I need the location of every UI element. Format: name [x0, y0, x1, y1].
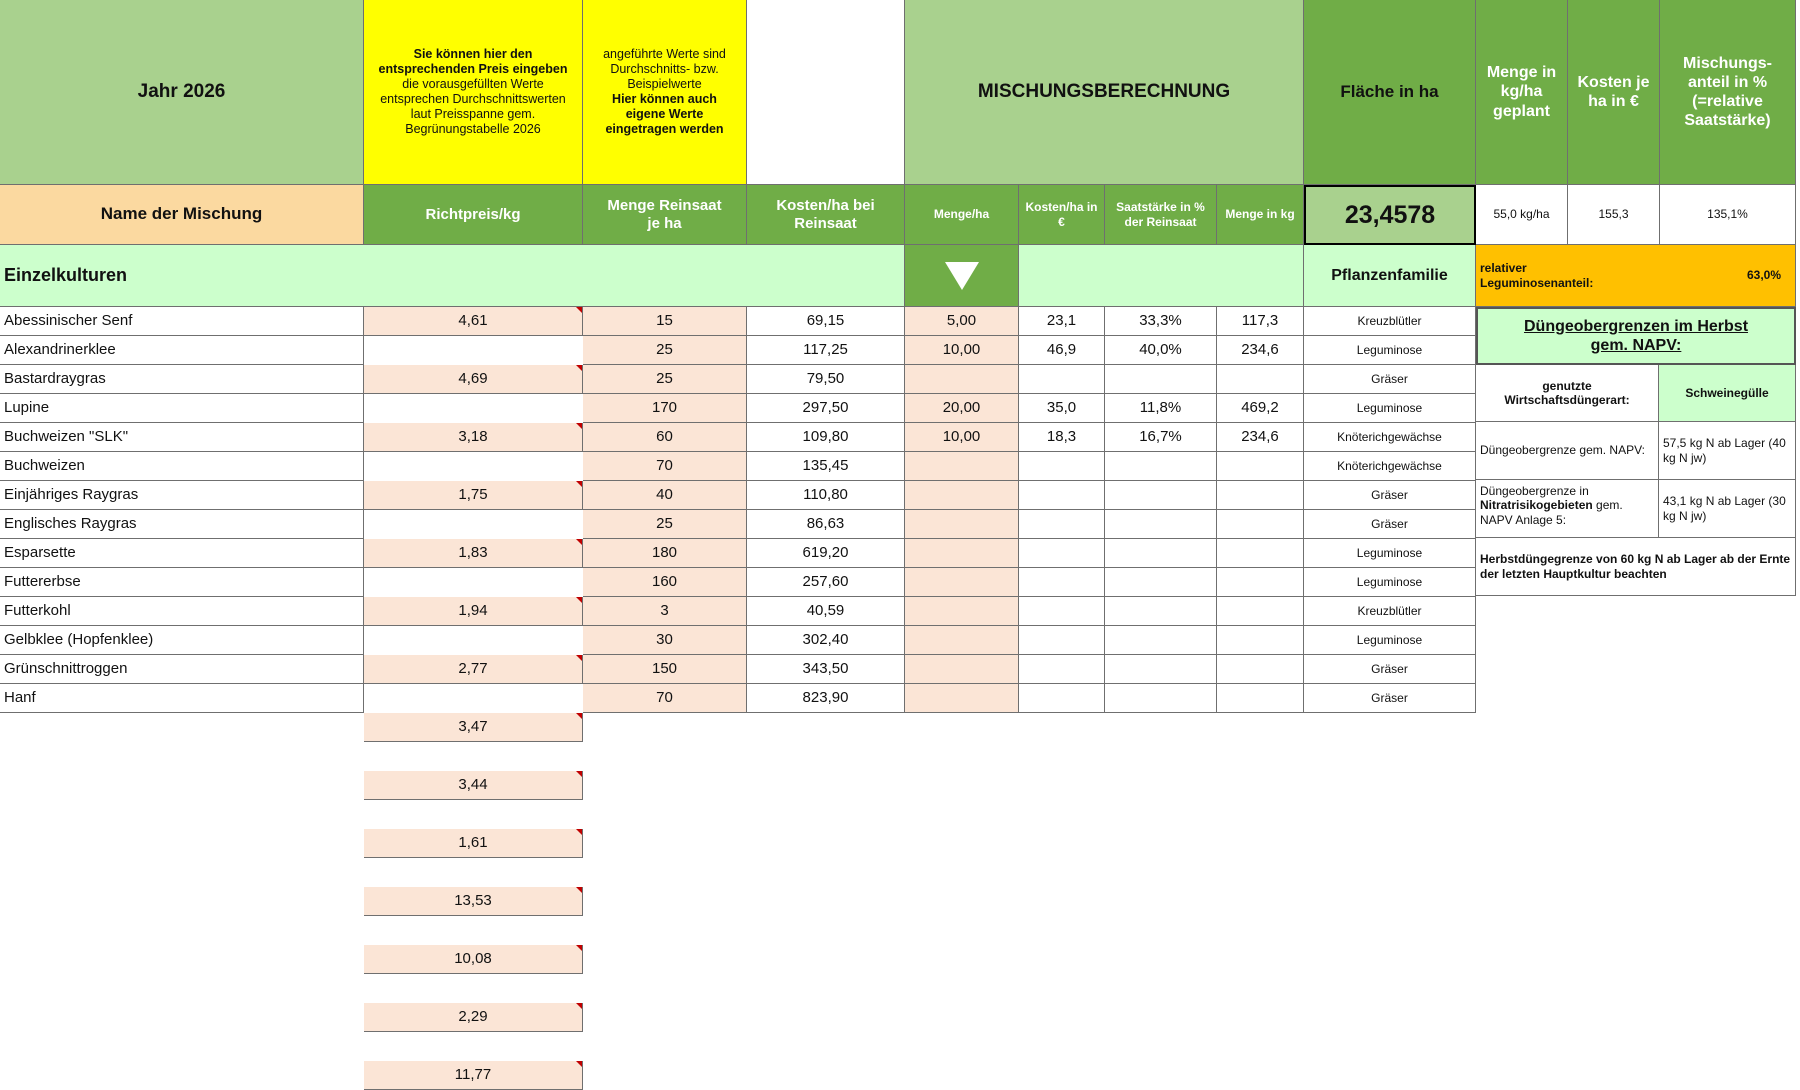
- cell-kg[interactable]: [1217, 684, 1304, 713]
- cell-family[interactable]: Leguminose: [1304, 568, 1476, 597]
- plant-family-heading[interactable]: Pflanzenfamilie: [1304, 245, 1476, 307]
- cell-name[interactable]: Futtererbse: [0, 568, 364, 597]
- cell-family[interactable]: Leguminose: [1304, 539, 1476, 568]
- cell-price[interactable]: 1,75: [364, 481, 583, 510]
- cell-menge[interactable]: [905, 655, 1019, 684]
- arrow-down-icon: [945, 262, 979, 290]
- cell-rate[interactable]: [1105, 597, 1217, 626]
- cell-name[interactable]: Futterkohl: [0, 597, 364, 626]
- fertilizer-title: Düngeobergrenzen im Herbst gem. NAPV:: [1476, 307, 1796, 365]
- cell-price[interactable]: 1,83: [364, 539, 583, 568]
- amount-kg-header[interactable]: Menge in kg: [1217, 185, 1304, 245]
- cell-rate[interactable]: [1105, 655, 1217, 684]
- amount-note-line: eingetragen werden: [605, 122, 724, 136]
- cell-cost-ha[interactable]: [1019, 568, 1105, 597]
- cell-family[interactable]: Gräser: [1304, 365, 1476, 394]
- cell-kg[interactable]: 469,2: [1217, 394, 1304, 423]
- cell-rate[interactable]: 11,8%: [1105, 394, 1217, 423]
- cell-rate[interactable]: [1105, 510, 1217, 539]
- cell-cost-ha[interactable]: [1019, 626, 1105, 655]
- cell-menge[interactable]: 10,00: [905, 336, 1019, 365]
- cell-amount[interactable]: 150: [583, 655, 747, 684]
- cell-cost-ha[interactable]: [1019, 510, 1105, 539]
- limit2-value: 43,1 kg N ab Lager (30 kg N jw): [1659, 480, 1796, 538]
- cell-cost-ha[interactable]: [1019, 539, 1105, 568]
- cell-menge[interactable]: [905, 539, 1019, 568]
- cell-cost[interactable]: 109,80: [747, 423, 905, 452]
- cell-amount[interactable]: 25: [583, 510, 747, 539]
- limit2-label: [1476, 480, 1659, 538]
- cell-rate[interactable]: [1105, 481, 1217, 510]
- legume-share-value: 63,0%: [1746, 268, 1781, 283]
- price-note-line: entsprechenden Preis eingeben: [378, 62, 568, 76]
- cell-cost[interactable]: 302,40: [747, 626, 905, 655]
- cost-ha-header[interactable]: Kosten/ha in €: [1019, 185, 1105, 245]
- cell-amount[interactable]: 60: [583, 423, 747, 452]
- limit2-suffix: gem. NAPV Anlage 5:: [1480, 498, 1623, 527]
- cell-cost[interactable]: 69,15: [747, 307, 905, 336]
- limit2-prefix: Düngeobergrenze in: [1480, 484, 1589, 498]
- cell-price[interactable]: 4,61: [364, 307, 583, 336]
- cell-price[interactable]: 1,61: [364, 829, 583, 858]
- cell-name[interactable]: Abessinischer Senf: [0, 307, 364, 336]
- section-empty-cell[interactable]: [1019, 245, 1304, 307]
- limit1-value: 57,5 kg N ab Lager (40 kg N jw): [1659, 422, 1796, 480]
- cell-rate[interactable]: 33,3%: [1105, 307, 1217, 336]
- cell-family[interactable]: Leguminose: [1304, 336, 1476, 365]
- planned-amount-value[interactable]: 55,0 kg/ha: [1476, 185, 1568, 245]
- cell-cost-ha[interactable]: [1019, 365, 1105, 394]
- mix-share-header[interactable]: Mischungs-anteil in % (=relative Saatstärke): [1660, 0, 1796, 185]
- cell-cost[interactable]: 619,20: [747, 539, 905, 568]
- cell-menge[interactable]: [905, 684, 1019, 713]
- limit1-label: Düngeobergrenze gem. NAPV:: [1476, 422, 1659, 480]
- area-title[interactable]: Fläche in ha: [1304, 0, 1476, 185]
- cell-cost[interactable]: 823,90: [747, 684, 905, 713]
- legume-share[interactable]: [1476, 245, 1796, 307]
- cell-family[interactable]: Gräser: [1304, 481, 1476, 510]
- cell-price[interactable]: 11,77: [364, 1061, 583, 1090]
- cell-amount[interactable]: 70: [583, 452, 747, 481]
- cell-menge[interactable]: [905, 626, 1019, 655]
- cell-kg[interactable]: [1217, 597, 1304, 626]
- cell-family[interactable]: Gräser: [1304, 510, 1476, 539]
- cell-price[interactable]: 13,53: [364, 887, 583, 916]
- cell-price[interactable]: 4,69: [364, 365, 583, 394]
- cell-menge[interactable]: [905, 481, 1019, 510]
- cell-name[interactable]: Esparsette: [0, 539, 364, 568]
- cell-cost-ha[interactable]: 18,3: [1019, 423, 1105, 452]
- price-note-line: Begrünungstabelle 2026: [405, 122, 541, 136]
- cell-cost-ha[interactable]: 35,0: [1019, 394, 1105, 423]
- mix-title[interactable]: MISCHUNGSBERECHNUNG: [905, 0, 1304, 185]
- cell-price[interactable]: 2,77: [364, 655, 583, 684]
- cell-menge[interactable]: [905, 597, 1019, 626]
- cell-kg[interactable]: [1217, 539, 1304, 568]
- cell-rate[interactable]: [1105, 626, 1217, 655]
- cell-family[interactable]: Knöterichgewächse: [1304, 452, 1476, 481]
- individual-crops-heading[interactable]: Einzelkulturen: [0, 245, 905, 307]
- cell-name[interactable]: Alexandrinerklee: [0, 336, 364, 365]
- cell-rate[interactable]: [1105, 568, 1217, 597]
- cell-price[interactable]: 1,94: [364, 597, 583, 626]
- amount-note-line: Hier können auch: [612, 92, 717, 106]
- cell-kg[interactable]: [1217, 365, 1304, 394]
- cell-amount[interactable]: 25: [583, 336, 747, 365]
- cell-cost[interactable]: 40,59: [747, 597, 905, 626]
- cell-cost[interactable]: 117,25: [747, 336, 905, 365]
- cell-rate[interactable]: [1105, 365, 1217, 394]
- cell-amount[interactable]: 170: [583, 394, 747, 423]
- cell-amount[interactable]: 15: [583, 307, 747, 336]
- cell-name[interactable]: Lupine: [0, 394, 364, 423]
- amount-note[interactable]: [583, 0, 747, 185]
- cell-price[interactable]: 3,44: [364, 771, 583, 800]
- cell-family[interactable]: Kreuzblütler: [1304, 307, 1476, 336]
- amount-note-line: angeführte Werte sind: [603, 47, 726, 61]
- cell-price[interactable]: 2,29: [364, 1003, 583, 1032]
- cell-rate[interactable]: 40,0%: [1105, 336, 1217, 365]
- price-note[interactable]: [364, 0, 583, 185]
- cell-cost[interactable]: 86,63: [747, 510, 905, 539]
- cell-menge[interactable]: [905, 568, 1019, 597]
- area-value[interactable]: 23,4578: [1304, 185, 1476, 245]
- cell-kg[interactable]: [1217, 655, 1304, 684]
- year-header[interactable]: Jahr 2026: [0, 0, 364, 185]
- cell-price[interactable]: 3,47: [364, 713, 583, 742]
- cell-cost-ha[interactable]: [1019, 597, 1105, 626]
- cell-family[interactable]: Leguminose: [1304, 394, 1476, 423]
- cell-cost[interactable]: 343,50: [747, 655, 905, 684]
- cell-amount[interactable]: 40: [583, 481, 747, 510]
- cell-cost[interactable]: 79,50: [747, 365, 905, 394]
- amount-column-header[interactable]: Menge Reinsaat je ha: [583, 185, 747, 245]
- price-note-line: Sie können hier den: [413, 47, 533, 61]
- cell-amount[interactable]: 3: [583, 597, 747, 626]
- cell-family[interactable]: Gräser: [1304, 655, 1476, 684]
- price-note-line: laut Preisspanne gem.: [410, 107, 536, 121]
- cell-cost[interactable]: 135,45: [747, 452, 905, 481]
- cell-menge[interactable]: 20,00: [905, 394, 1019, 423]
- cell-family[interactable]: Kreuzblütler: [1304, 597, 1476, 626]
- cell-menge[interactable]: [905, 365, 1019, 394]
- cell-rate[interactable]: 16,7%: [1105, 423, 1217, 452]
- cell-amount[interactable]: 180: [583, 539, 747, 568]
- cell-kg[interactable]: [1217, 568, 1304, 597]
- planned-amount-header[interactable]: Menge in kg/ha geplant: [1476, 0, 1568, 185]
- cell-rate[interactable]: [1105, 684, 1217, 713]
- cell-cost[interactable]: 257,60: [747, 568, 905, 597]
- legume-share-label: relativer Leguminosenanteil:: [1480, 261, 1594, 290]
- cell-amount[interactable]: 70: [583, 684, 747, 713]
- cell-rate[interactable]: [1105, 452, 1217, 481]
- price-column-header[interactable]: Richtpreis/kg: [364, 185, 583, 245]
- cell-kg[interactable]: 234,6: [1217, 423, 1304, 452]
- cell-cost-ha[interactable]: [1019, 481, 1105, 510]
- cell-kg[interactable]: 117,3: [1217, 307, 1304, 336]
- mix-share-value[interactable]: 135,1%: [1660, 185, 1796, 245]
- cell-kg[interactable]: [1217, 452, 1304, 481]
- cost-per-ha-header[interactable]: Kosten je ha in €: [1568, 0, 1660, 185]
- cell-rate[interactable]: [1105, 539, 1217, 568]
- cell-kg[interactable]: [1217, 510, 1304, 539]
- fertilizer-type-label: genutzte Wirtschaftsdüngerart:: [1476, 365, 1659, 422]
- cell-price[interactable]: 3,18: [364, 423, 583, 452]
- cell-amount[interactable]: 160: [583, 568, 747, 597]
- menge-ha-header[interactable]: Menge/ha: [905, 185, 1019, 245]
- cell-name[interactable]: Buchweizen "SLK": [0, 423, 364, 452]
- cell-kg[interactable]: 234,6: [1217, 336, 1304, 365]
- cost-column-header[interactable]: Kosten/ha bei Reinsaat: [747, 185, 905, 245]
- cell-name[interactable]: Englisches Raygras: [0, 510, 364, 539]
- cell-menge[interactable]: [905, 510, 1019, 539]
- cell-name[interactable]: Einjähriges Raygras: [0, 481, 364, 510]
- cell-cost[interactable]: 297,50: [747, 394, 905, 423]
- cell-name[interactable]: Bastardraygras: [0, 365, 364, 394]
- cell-name[interactable]: Grünschnittroggen: [0, 655, 364, 684]
- cell-kg[interactable]: [1217, 626, 1304, 655]
- amount-note-line: Beispielwerte: [627, 77, 702, 91]
- cost-value[interactable]: 155,3: [1568, 185, 1660, 245]
- amount-note-line: Durchschnitts- bzw.: [610, 62, 719, 76]
- cell-cost-ha[interactable]: 23,1: [1019, 307, 1105, 336]
- cell-family[interactable]: Knöterichgewächse: [1304, 423, 1476, 452]
- cell-family[interactable]: Leguminose: [1304, 626, 1476, 655]
- seed-rate-header[interactable]: Saatstärke in % der Reinsaat: [1105, 185, 1217, 245]
- empty-header-cell[interactable]: [747, 0, 905, 185]
- cell-amount[interactable]: 30: [583, 626, 747, 655]
- cell-cost-ha[interactable]: [1019, 684, 1105, 713]
- cell-cost-ha[interactable]: [1019, 452, 1105, 481]
- cell-kg[interactable]: [1217, 481, 1304, 510]
- cell-menge[interactable]: [905, 452, 1019, 481]
- cell-menge[interactable]: 10,00: [905, 423, 1019, 452]
- mix-name-header[interactable]: Name der Mischung: [0, 185, 364, 245]
- limit2-bold: Nitratrisikogebieten: [1480, 498, 1593, 513]
- fertilizer-type-select[interactable]: Schweinegülle: [1659, 365, 1796, 422]
- amount-note-line: eigene Werte: [625, 107, 704, 121]
- cell-cost-ha[interactable]: 46,9: [1019, 336, 1105, 365]
- cell-name[interactable]: Gelbklee (Hopfenklee): [0, 626, 364, 655]
- cell-family[interactable]: Gräser: [1304, 684, 1476, 713]
- cell-name[interactable]: Hanf: [0, 684, 364, 713]
- cell-amount[interactable]: 25: [583, 365, 747, 394]
- price-note-line: entsprechen Durchschnittswerten: [380, 92, 566, 106]
- cell-cost[interactable]: 110,80: [747, 481, 905, 510]
- cell-price[interactable]: 10,08: [364, 945, 583, 974]
- cell-name[interactable]: Buchweizen: [0, 452, 364, 481]
- sort-dropdown[interactable]: [905, 245, 1019, 307]
- fertilizer-note: Herbstdüngegrenze von 60 kg N ab Lager ab der Ernte der letzten Hauptkultur beachten: [1476, 538, 1796, 596]
- cell-menge[interactable]: 5,00: [905, 307, 1019, 336]
- cell-cost-ha[interactable]: [1019, 655, 1105, 684]
- price-note-line: die vorausgefüllten Werte: [402, 77, 544, 91]
